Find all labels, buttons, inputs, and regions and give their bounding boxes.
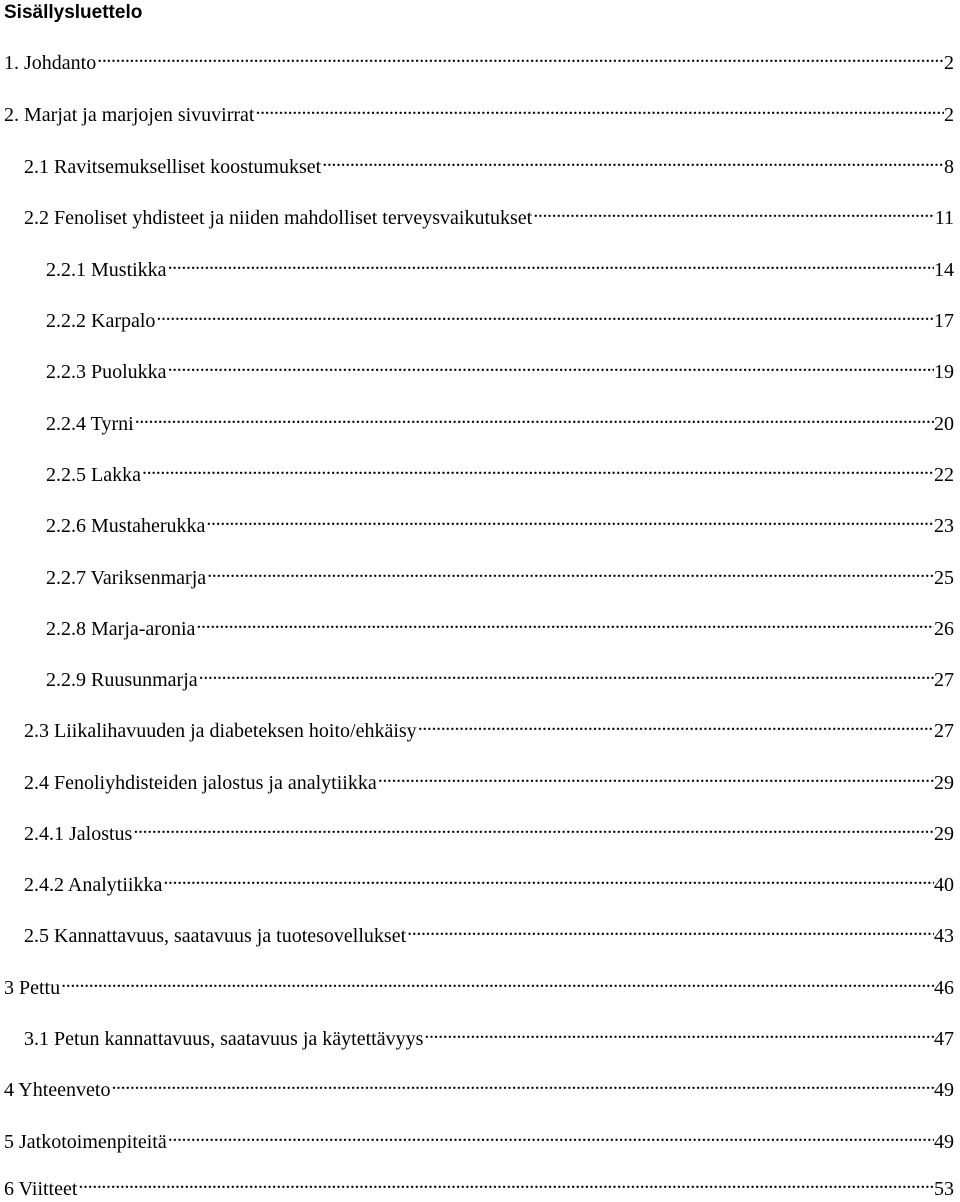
toc-dot-leader <box>195 609 934 635</box>
toc-dot-leader <box>205 506 934 532</box>
toc-entry-yhteenveto[interactable] <box>0 1070 954 1101</box>
toc-dot-leader <box>377 763 934 789</box>
toc-dot-leader <box>321 147 944 173</box>
toc-entry-ravitsemukselliset[interactable] <box>0 147 954 178</box>
toc-entry-page: 8 <box>944 156 954 178</box>
toc-dot-leader <box>417 711 934 737</box>
toc-entry-page: 17 <box>934 310 954 332</box>
toc-dot-leader <box>96 43 944 69</box>
toc-entry-ruusunmarja[interactable] <box>0 660 954 691</box>
toc-entry-page: 14 <box>934 259 954 281</box>
toc-entry-label: 2.4.2 Analytiikka <box>24 874 163 896</box>
toc-entry-label: 2.5 Kannattavuus, saatavuus ja tuotesovellukset <box>24 925 407 947</box>
toc-entry-page: 26 <box>934 618 954 640</box>
toc-dot-leader <box>132 814 934 840</box>
toc-entry-page: 20 <box>934 413 954 435</box>
toc-entry-kannattavuus[interactable] <box>0 916 954 947</box>
toc-entry-page: 47 <box>934 1028 954 1050</box>
page-title: Sisällysluettelo <box>4 2 143 23</box>
toc-entry-page: 27 <box>934 720 954 742</box>
toc-entry-page: 40 <box>934 874 954 896</box>
toc-entry-label: 2.4.1 Jalostus <box>24 823 133 845</box>
toc-dot-leader <box>134 404 934 430</box>
toc-entry-petun-kannattavuus[interactable] <box>0 1019 954 1050</box>
toc-dot-leader <box>406 916 934 942</box>
toc-entry-label: 2.1 Ravitsemukselliset koostumukset <box>24 156 322 178</box>
toc-entry-label: 2.4 Fenoliyhdisteiden jalostus ja analytiikka <box>24 772 377 794</box>
toc-entry-page: 19 <box>934 361 954 383</box>
toc-entry-label: 3.1 Petun kannattavuus, saatavuus ja käytettävyys <box>24 1028 424 1050</box>
toc-entry-page: 22 <box>934 464 954 486</box>
toc-entry-karpalo[interactable] <box>0 301 954 332</box>
toc-entry-fenoliset[interactable] <box>0 198 954 229</box>
toc-dot-leader <box>155 301 934 327</box>
toc-entry-mustaherukka[interactable] <box>0 506 954 537</box>
toc-entry-liikalihavuus[interactable] <box>0 711 954 742</box>
toc-dot-leader <box>167 250 934 276</box>
toc-entry-page: 49 <box>934 1079 954 1101</box>
toc-entry-page: 25 <box>934 567 954 589</box>
toc-dot-leader <box>167 352 934 378</box>
toc-entry-label: 2.2.1 Mustikka <box>46 259 167 281</box>
toc-entry-marja-aronia[interactable] <box>0 609 954 640</box>
toc-entry-label: 2. Marjat ja marjojen sivuvirrat <box>4 104 255 126</box>
toc-dot-leader <box>77 1169 934 1195</box>
toc-entry-label: 2.2.2 Karpalo <box>46 310 156 332</box>
toc-entry-pettu[interactable] <box>0 968 954 999</box>
toc-entry-page: 2 <box>944 104 954 126</box>
toc-entry-page: 46 <box>934 977 954 999</box>
toc-entry-label: 1. Johdanto <box>4 52 97 74</box>
toc-dot-leader <box>206 558 934 584</box>
toc-entry-label: 4 Yhteenveto <box>4 1079 111 1101</box>
toc-entry-page: 11 <box>934 207 954 229</box>
toc-entry-label: 5 Jatkotoimenpiteitä <box>4 1131 167 1153</box>
toc-dot-leader <box>198 660 934 686</box>
toc-dot-leader <box>141 455 934 481</box>
toc-entry-label: 2.3 Liikalihavuuden ja diabeteksen hoito/ehkäisy <box>24 720 417 742</box>
toc-entry-page: 43 <box>934 925 954 947</box>
toc-dot-leader <box>423 1019 934 1045</box>
toc-entry-jatkotoimenpiteita[interactable] <box>0 1122 954 1153</box>
toc-entry-label: 2.2.9 Ruusunmarja <box>46 669 198 691</box>
toc-entry-page: 23 <box>934 515 954 537</box>
toc-entry-lakka[interactable] <box>0 455 954 486</box>
toc-entry-label: 3 Pettu <box>4 977 61 999</box>
toc-entry-label: 2.2.8 Marja-aronia <box>46 618 196 640</box>
toc-dot-leader <box>532 198 934 224</box>
toc-entry-fenoliyhdisteet[interactable] <box>0 763 954 794</box>
toc-entry-label: 2.2.6 Mustaherukka <box>46 515 206 537</box>
toc-entry-variksenmarja[interactable] <box>0 558 954 589</box>
toc-dot-leader <box>110 1070 934 1096</box>
toc-entry-page: 2 <box>944 52 954 74</box>
toc-entry-label: 2.2.4 Tyrni <box>46 413 134 435</box>
toc-entry-page: 49 <box>934 1131 954 1153</box>
toc-dot-leader <box>254 95 944 121</box>
toc-entry-marjat[interactable] <box>0 95 954 126</box>
toc-entry-page: 29 <box>934 823 954 845</box>
toc-dot-leader <box>162 865 934 891</box>
toc-entry-johdanto[interactable] <box>0 43 954 74</box>
toc-entry-page: 27 <box>934 669 954 691</box>
toc-dot-leader <box>60 968 934 994</box>
toc-entry-label: 2.2.5 Lakka <box>46 464 141 486</box>
toc-entry-analytiikka[interactable] <box>0 865 954 896</box>
toc-entry-puolukka[interactable] <box>0 352 954 383</box>
toc-entry-tyrni[interactable] <box>0 404 954 435</box>
toc-entry-label: 2.2 Fenoliset yhdisteet ja niiden mahdolliset terveysvaikutukset <box>24 207 533 229</box>
toc-entry-viitteet[interactable] <box>0 1169 954 1200</box>
toc-entry-page: 29 <box>934 772 954 794</box>
toc-entry-jalostus[interactable] <box>0 814 954 845</box>
toc-entry-label: 2.2.3 Puolukka <box>46 361 167 383</box>
toc-entry-label: 2.2.7 Variksenmarja <box>46 567 207 589</box>
toc-dot-leader <box>167 1122 934 1148</box>
toc-entry-page: 53 <box>934 1178 954 1200</box>
toc-entry-mustikka[interactable] <box>0 250 954 281</box>
toc-entry-label: 6 Viitteet <box>4 1178 78 1200</box>
